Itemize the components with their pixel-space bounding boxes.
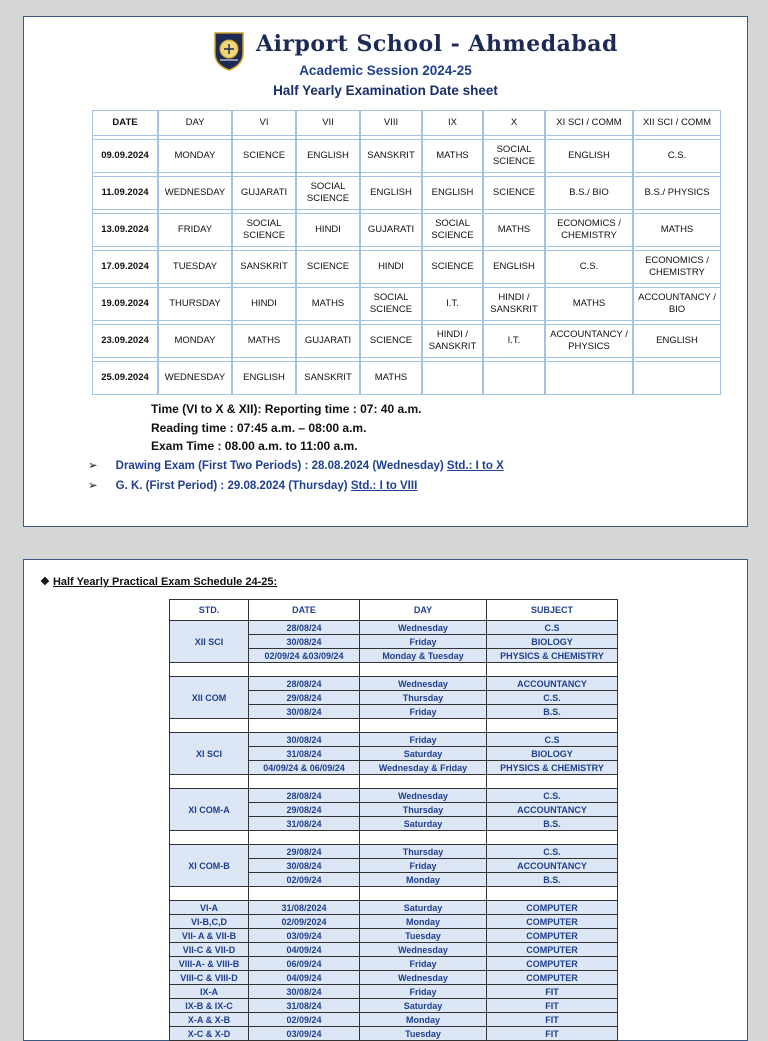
day-cell: Friday — [360, 859, 487, 873]
blank-cell — [249, 719, 360, 733]
day-cell: Friday — [360, 957, 487, 971]
day-cell: Saturday — [360, 817, 487, 831]
day-cell: WEDNESDAY — [158, 361, 232, 395]
blank-cell — [360, 719, 487, 733]
subject-cell: B.S. — [487, 705, 618, 719]
day-cell: Saturday — [360, 901, 487, 915]
blank-cell — [487, 719, 618, 733]
subject-cell: BIOLOGY — [487, 635, 618, 649]
subject-cell: FIT — [487, 1013, 618, 1027]
practical-page — [23, 559, 748, 1041]
date-cell: 03/09/24 — [249, 929, 360, 943]
subject-cell: ECONOMICS / CHEMISTRY — [633, 250, 721, 284]
column-header: DAY — [360, 600, 487, 621]
subject-cell: SANSKRIT — [296, 361, 360, 395]
datesheet-table — [92, 110, 721, 395]
date-cell: 09.09.2024 — [92, 139, 158, 173]
blank-row — [170, 775, 618, 789]
subject-cell: ENGLISH — [633, 324, 721, 358]
arrow-bullet-icon: ➢ — [88, 460, 98, 472]
subject-cell: SCIENCE — [296, 250, 360, 284]
table-row — [92, 250, 721, 284]
note-drawing-exam: ➢ Drawing Exam (First Two Periods) : 28.08.2024 (Wednesday) Std.: I to X — [88, 460, 504, 472]
day-cell: WEDNESDAY — [158, 176, 232, 210]
column-header: STD. — [170, 600, 249, 621]
subject-cell: SOCIAL SCIENCE — [232, 213, 296, 247]
day-cell: Saturday — [360, 999, 487, 1013]
exam-time: Exam Time : 08.00 a.m. to 11:00 a.m. — [151, 439, 358, 453]
day-cell: Friday — [360, 733, 487, 747]
subject-cell: SANSKRIT — [360, 139, 422, 173]
blank-cell — [170, 663, 249, 677]
subject-cell: GUJARATI — [296, 324, 360, 358]
day-cell: Wednesday — [360, 971, 487, 985]
day-cell: Wednesday — [360, 677, 487, 691]
subject-cell: FIT — [487, 985, 618, 999]
blank-cell — [170, 775, 249, 789]
blank-cell — [360, 831, 487, 845]
subject-cell — [422, 361, 483, 395]
subject-cell: MATHS — [545, 287, 633, 321]
subject-cell: C.S. — [487, 691, 618, 705]
subject-cell: C.S. — [487, 789, 618, 803]
subject-cell: B.S./ BIO — [545, 176, 633, 210]
date-cell: 11.09.2024 — [92, 176, 158, 210]
subject-cell: I.T. — [422, 287, 483, 321]
subject-cell: SOCIAL SCIENCE — [296, 176, 360, 210]
day-cell: FRIDAY — [158, 213, 232, 247]
table-row — [170, 789, 618, 803]
std-cell: VIII-C & VIII-D — [170, 971, 249, 985]
date-cell: 31/08/2024 — [249, 901, 360, 915]
blank-cell — [249, 775, 360, 789]
subject-cell: GUJARATI — [232, 176, 296, 210]
date-cell: 02/09/24 — [249, 1013, 360, 1027]
reporting-time: Time (VI to X & XII): Reporting time : 07: 40 a.m. — [151, 402, 422, 416]
date-cell: 31/08/24 — [249, 999, 360, 1013]
date-cell: 30/08/24 — [249, 985, 360, 999]
subject-cell: FIT — [487, 999, 618, 1013]
blank-cell — [487, 887, 618, 901]
date-cell: 25.09.2024 — [92, 361, 158, 395]
subject-cell: ACCOUNTANCY — [487, 677, 618, 691]
table-row — [170, 1027, 618, 1041]
date-cell: 19.09.2024 — [92, 287, 158, 321]
practical-title: ❖ Half Yearly Practical Exam Schedule 24-25: — [40, 576, 278, 588]
date-cell: 02/09/24 — [249, 873, 360, 887]
table-row — [170, 901, 618, 915]
subject-cell: HINDI — [296, 213, 360, 247]
table-row — [92, 324, 721, 358]
table-row — [170, 999, 618, 1013]
blank-cell — [170, 887, 249, 901]
table-row — [170, 929, 618, 943]
day-cell: Wednesday — [360, 943, 487, 957]
blank-cell — [249, 887, 360, 901]
datesheet-page — [23, 16, 748, 527]
blank-cell — [170, 719, 249, 733]
blank-cell — [360, 663, 487, 677]
date-cell: 23.09.2024 — [92, 324, 158, 358]
day-cell: Thursday — [360, 845, 487, 859]
std-cell: VII- A & VII-B — [170, 929, 249, 943]
date-cell: 04/09/24 — [249, 971, 360, 985]
std-cell: XI SCI — [170, 733, 249, 775]
subject-cell: ACCOUNTANCY — [487, 859, 618, 873]
date-cell: 31/08/24 — [249, 747, 360, 761]
date-cell: 28/08/24 — [249, 677, 360, 691]
subject-cell: ENGLISH — [296, 139, 360, 173]
std-cell: VI-A — [170, 901, 249, 915]
std-cell: X-C & X-D — [170, 1027, 249, 1041]
subject-cell: SCIENCE — [360, 324, 422, 358]
subject-cell: B.S. — [487, 817, 618, 831]
date-cell: 03/09/24 — [249, 1027, 360, 1041]
subject-cell: COMPUTER — [487, 915, 618, 929]
subject-cell: COMPUTER — [487, 929, 618, 943]
subject-cell: HINDI — [232, 287, 296, 321]
subject-cell: MATHS — [633, 213, 721, 247]
date-cell: 17.09.2024 — [92, 250, 158, 284]
column-header: DATE — [249, 600, 360, 621]
subject-cell: SCIENCE — [232, 139, 296, 173]
std-cell: XII COM — [170, 677, 249, 719]
practical-table — [169, 599, 618, 1041]
table-row — [170, 971, 618, 985]
std-cell: XII SCI — [170, 621, 249, 663]
column-header: DATE — [92, 110, 158, 136]
day-cell: Thursday — [360, 691, 487, 705]
table-row — [170, 943, 618, 957]
subject-cell: ENGLISH — [483, 250, 545, 284]
table-row — [92, 139, 721, 173]
academic-session: Academic Session 2024-25 — [299, 63, 472, 78]
date-cell: 04/09/24 & 06/09/24 — [249, 761, 360, 775]
day-cell: Tuesday — [360, 929, 487, 943]
std-cell: VII-C & VII-D — [170, 943, 249, 957]
arrow-bullet-icon: ➢ — [88, 480, 98, 492]
school-name: Airport School - Ahmedabad — [256, 31, 618, 57]
std-cell: XI COM-A — [170, 789, 249, 831]
date-cell: 13.09.2024 — [92, 213, 158, 247]
subject-cell: C.S. — [633, 139, 721, 173]
subject-cell: C.S. — [545, 250, 633, 284]
subject-cell: GUJARATI — [360, 213, 422, 247]
subject-cell: MATHS — [483, 213, 545, 247]
subject-cell: SCIENCE — [422, 250, 483, 284]
subject-cell: ACCOUNTANCY — [487, 803, 618, 817]
std-cell: X-A & X-B — [170, 1013, 249, 1027]
blank-cell — [360, 775, 487, 789]
subject-cell: B.S. — [487, 873, 618, 887]
column-header: X — [483, 110, 545, 136]
date-cell: 02/09/24 &03/09/24 — [249, 649, 360, 663]
blank-cell — [487, 663, 618, 677]
subject-cell: HINDI / SANSKRIT — [483, 287, 545, 321]
diamond-bullet-icon: ❖ — [40, 576, 50, 588]
subject-cell: SOCIAL SCIENCE — [360, 287, 422, 321]
table-row — [92, 213, 721, 247]
date-cell: 30/08/24 — [249, 859, 360, 873]
table-row — [170, 733, 618, 747]
column-header: VIII — [360, 110, 422, 136]
day-cell: MONDAY — [158, 139, 232, 173]
blank-cell — [360, 887, 487, 901]
subject-cell: B.S./ PHYSICS — [633, 176, 721, 210]
date-cell: 04/09/24 — [249, 943, 360, 957]
table-row — [170, 621, 618, 635]
blank-row — [170, 663, 618, 677]
day-cell: Saturday — [360, 747, 487, 761]
blank-cell — [487, 775, 618, 789]
subject-cell: C.S — [487, 621, 618, 635]
table-row — [170, 845, 618, 859]
day-cell: Monday — [360, 1013, 487, 1027]
subject-cell: ENGLISH — [360, 176, 422, 210]
subject-cell: HINDI / SANSKRIT — [422, 324, 483, 358]
date-cell: 30/08/24 — [249, 705, 360, 719]
column-header: XII SCI / COMM — [633, 110, 721, 136]
datesheet-title: Half Yearly Examination Date sheet — [273, 83, 498, 98]
table-row — [92, 361, 721, 395]
table-row — [170, 1013, 618, 1027]
date-cell: 29/08/24 — [249, 845, 360, 859]
note-gk-exam: ➢ G. K. (First Period) : 29.08.2024 (Thursday) Std.: I to VIII — [88, 480, 418, 492]
day-cell: Friday — [360, 705, 487, 719]
table-row — [170, 985, 618, 999]
day-cell: Wednesday — [360, 621, 487, 635]
day-cell: Monday — [360, 915, 487, 929]
date-cell: 28/08/24 — [249, 621, 360, 635]
date-cell: 30/08/24 — [249, 635, 360, 649]
table-row — [92, 176, 721, 210]
subject-cell: C.S — [487, 733, 618, 747]
std-cell: VIII-A- & VIII-B — [170, 957, 249, 971]
std-cell: IX-A — [170, 985, 249, 999]
subject-cell: HINDI — [360, 250, 422, 284]
std-cell: XI COM-B — [170, 845, 249, 887]
day-cell: MONDAY — [158, 324, 232, 358]
subject-cell: COMPUTER — [487, 943, 618, 957]
subject-cell: ENGLISH — [422, 176, 483, 210]
date-cell: 31/08/24 — [249, 817, 360, 831]
day-cell: Thursday — [360, 803, 487, 817]
date-cell: 29/08/24 — [249, 691, 360, 705]
table-row — [170, 957, 618, 971]
subject-cell: COMPUTER — [487, 957, 618, 971]
subject-cell: I.T. — [483, 324, 545, 358]
day-cell: Tuesday — [360, 1027, 487, 1041]
blank-cell — [249, 663, 360, 677]
subject-cell: PHYSICS & CHEMISTRY — [487, 761, 618, 775]
day-cell: Friday — [360, 635, 487, 649]
blank-row — [170, 719, 618, 733]
subject-cell: MATHS — [232, 324, 296, 358]
subject-cell: COMPUTER — [487, 971, 618, 985]
date-cell: 29/08/24 — [249, 803, 360, 817]
subject-cell: ENGLISH — [545, 139, 633, 173]
subject-cell: SOCIAL SCIENCE — [422, 213, 483, 247]
subject-cell: MATHS — [360, 361, 422, 395]
day-cell: Friday — [360, 985, 487, 999]
subject-cell: SANSKRIT — [232, 250, 296, 284]
column-header: SUBJECT — [487, 600, 618, 621]
table-row — [92, 287, 721, 321]
column-header: DAY — [158, 110, 232, 136]
subject-cell: SCIENCE — [483, 176, 545, 210]
day-cell: THURSDAY — [158, 287, 232, 321]
subject-cell: ACCOUNTANCY / BIO — [633, 287, 721, 321]
day-cell: Wednesday — [360, 789, 487, 803]
blank-cell — [487, 831, 618, 845]
table-row — [170, 677, 618, 691]
column-header: VI — [232, 110, 296, 136]
blank-cell — [249, 831, 360, 845]
subject-cell: MATHS — [296, 287, 360, 321]
subject-cell: ACCOUNTANCY / PHYSICS — [545, 324, 633, 358]
date-cell: 28/08/24 — [249, 789, 360, 803]
subject-cell — [633, 361, 721, 395]
date-cell: 30/08/24 — [249, 733, 360, 747]
reading-time: Reading time : 07:45 a.m. – 08:00 a.m. — [151, 421, 367, 435]
blank-cell — [170, 831, 249, 845]
subject-cell: ECONOMICS / CHEMISTRY — [545, 213, 633, 247]
day-cell: Monday & Tuesday — [360, 649, 487, 663]
subject-cell: MATHS — [422, 139, 483, 173]
subject-cell: FIT — [487, 1027, 618, 1041]
column-header: XI SCI / COMM — [545, 110, 633, 136]
std-cell: IX-B & IX-C — [170, 999, 249, 1013]
table-row — [170, 915, 618, 929]
subject-cell: C.S. — [487, 845, 618, 859]
subject-cell: COMPUTER — [487, 901, 618, 915]
day-cell: Wednesday & Friday — [360, 761, 487, 775]
subject-cell: PHYSICS & CHEMISTRY — [487, 649, 618, 663]
subject-cell — [545, 361, 633, 395]
subject-cell: ENGLISH — [232, 361, 296, 395]
subject-cell: SOCIAL SCIENCE — [483, 139, 545, 173]
column-header: IX — [422, 110, 483, 136]
blank-row — [170, 831, 618, 845]
day-cell: TUESDAY — [158, 250, 232, 284]
column-header: VII — [296, 110, 360, 136]
subject-cell: BIOLOGY — [487, 747, 618, 761]
date-cell: 06/09/24 — [249, 957, 360, 971]
blank-row — [170, 887, 618, 901]
std-cell: VI-B,C,D — [170, 915, 249, 929]
day-cell: Monday — [360, 873, 487, 887]
date-cell: 02/09/2024 — [249, 915, 360, 929]
subject-cell — [483, 361, 545, 395]
